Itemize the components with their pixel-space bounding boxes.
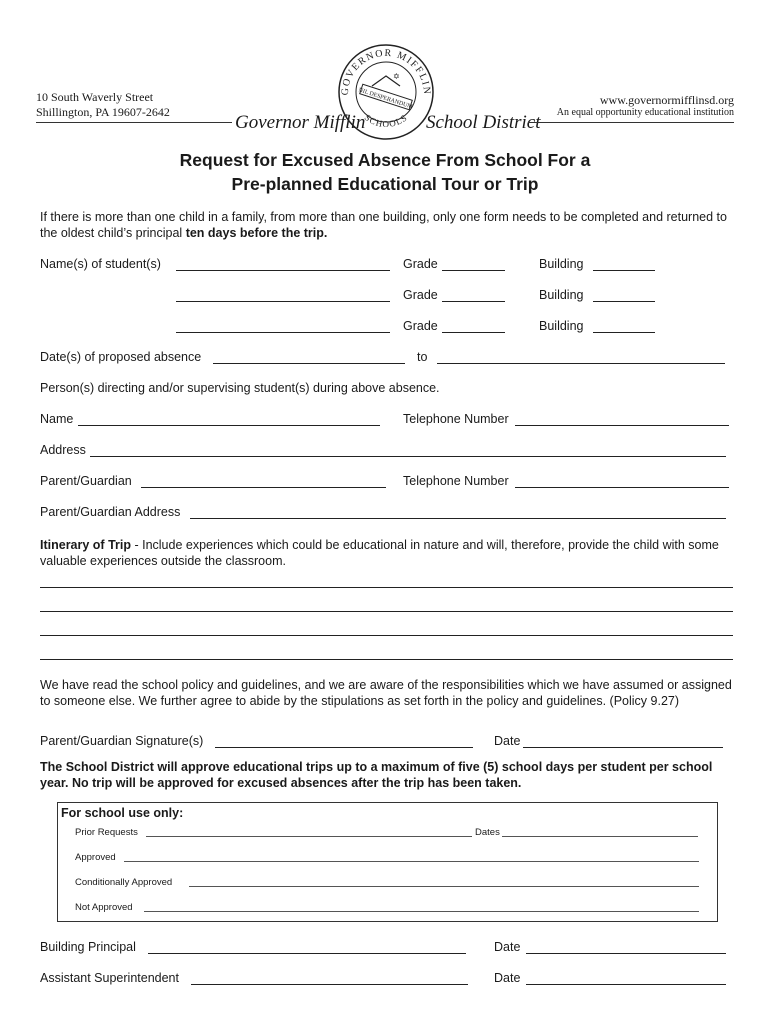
grade-field-1[interactable] <box>442 270 505 271</box>
to-label: to <box>417 350 428 364</box>
signature-label: Parent/Guardian Signature(s) <box>40 734 204 748</box>
title-line-2: Pre-planned Educational Tour or Trip <box>231 174 539 194</box>
grade-label-3: Grade <box>403 319 438 333</box>
school-use-box <box>57 802 718 922</box>
asst-date-label: Date <box>494 971 521 985</box>
policy-note: The School District will approve educational trips up to a maximum of five (5) school days per student per school year. No trip will be approved for excused absences after the trip has been taken. <box>40 760 713 790</box>
itinerary-line-2[interactable] <box>40 611 733 612</box>
not-approved-field[interactable] <box>144 911 699 912</box>
seal-motto: NIL DESPERANDUM <box>357 87 414 111</box>
district-name-right: School District <box>426 112 541 133</box>
asst-date-field[interactable] <box>526 984 726 985</box>
principal-date-field[interactable] <box>526 953 726 954</box>
district-address <box>36 90 170 120</box>
school-use-heading: For school use only: <box>61 806 184 820</box>
asst-superintendent-signature-field[interactable] <box>191 984 468 985</box>
grade-field-2[interactable] <box>442 301 505 302</box>
address-label: Address <box>40 443 86 457</box>
grade-label-2: Grade <box>403 288 438 302</box>
address-line-2: Shillington, PA 19607-2642 <box>36 105 170 119</box>
intro-text: If there is more than one child in a family, from more than one building, only one form needs to be completed and returned to the oldest child’s principal <box>40 210 727 240</box>
intro-paragraph <box>40 209 730 241</box>
signature-date-label: Date <box>494 734 521 748</box>
building-label-3: Building <box>539 319 584 333</box>
dates-label: Date(s) of proposed absence <box>40 350 202 364</box>
itinerary-heading: Itinerary of Trip <box>40 538 131 552</box>
prior-requests-field[interactable] <box>146 836 472 837</box>
agreement-paragraph: We have read the school policy and guidelines, and we are aware of the responsibilities which we have assumed or assigned to someone else. We further agree to abide by the stipulations as set forth in the policy and guidelines. (Policy 9.27) <box>40 678 732 708</box>
seal-top-text: GOVERNOR MIFFLIN <box>339 47 433 96</box>
students-label: Name(s) of student(s) <box>40 257 161 271</box>
conditionally-approved-field[interactable] <box>189 886 699 887</box>
itinerary-line-3[interactable] <box>40 635 733 636</box>
signature-date-field[interactable] <box>523 747 723 748</box>
signature-field[interactable] <box>215 747 473 748</box>
itinerary-line-1[interactable] <box>40 587 733 588</box>
grade-label-1: Grade <box>403 257 438 271</box>
parent-phone-label: Telephone Number <box>403 474 509 488</box>
supervisor-phone-label: Telephone Number <box>403 412 509 426</box>
svg-text:SCHOOLS <box>363 112 410 129</box>
start-date-field[interactable] <box>213 363 405 364</box>
student-name-field-3[interactable] <box>176 332 390 333</box>
principal-signature-field[interactable] <box>148 953 466 954</box>
building-field-2[interactable] <box>593 301 655 302</box>
principal-date-label: Date <box>494 940 521 954</box>
parent-label: Parent/Guardian <box>40 474 132 488</box>
itinerary-instructions <box>40 537 732 569</box>
website: www.governormifflinsd.org <box>599 93 734 107</box>
seal-bottom-text: SCHOOLS <box>362 112 410 129</box>
asst-superintendent-label: Assistant Superintendent <box>40 971 179 985</box>
building-field-3[interactable] <box>593 332 655 333</box>
building-field-1[interactable] <box>593 270 655 271</box>
intro-deadline: ten days before the trip. <box>185 226 328 240</box>
prior-requests-label: Prior Requests <box>75 827 138 838</box>
prior-dates-label: Dates <box>475 827 500 838</box>
letterhead-rule-left <box>36 122 232 123</box>
star-icon: ✡ <box>393 72 400 81</box>
end-date-field[interactable] <box>437 363 725 364</box>
supervisor-phone-field[interactable] <box>515 425 729 426</box>
building-label-1: Building <box>539 257 584 271</box>
building-label-2: Building <box>539 288 584 302</box>
student-name-field-1[interactable] <box>176 270 390 271</box>
parent-phone-field[interactable] <box>515 487 729 488</box>
district-name-left: Governor Mifflin <box>235 112 366 133</box>
student-name-field-2[interactable] <box>176 301 390 302</box>
tagline: An equal opportunity educational institution <box>556 107 734 118</box>
principal-label: Building Principal <box>40 940 136 954</box>
district-seal <box>336 42 436 142</box>
supervisor-name-label: Name <box>40 412 74 426</box>
prior-dates-field[interactable] <box>502 836 698 837</box>
page-title <box>0 148 770 196</box>
parent-address-label: Parent/Guardian Address <box>40 505 181 519</box>
title-line-1: Request for Excused Absence From School For a <box>179 150 591 170</box>
persons-label: Person(s) directing and/or supervising student(s) during above absence. <box>40 381 440 395</box>
address-line-1: 10 South Waverly Street <box>36 90 154 104</box>
not-approved-label: Not Approved <box>75 902 133 913</box>
grade-field-3[interactable] <box>442 332 505 333</box>
itinerary-line-4[interactable] <box>40 659 733 660</box>
address-field[interactable] <box>90 456 726 457</box>
approved-field[interactable] <box>124 861 699 862</box>
conditionally-approved-label: Conditionally Approved <box>75 877 173 888</box>
parent-address-field[interactable] <box>190 518 726 519</box>
svg-text:GOVERNOR MIFFLIN <box>340 48 432 96</box>
supervisor-name-field[interactable] <box>78 425 380 426</box>
approved-label: Approved <box>75 852 116 863</box>
parent-name-field[interactable] <box>141 487 386 488</box>
letterhead-rule-right <box>528 122 734 123</box>
itinerary-text: - Include experiences which could be educational in nature and will, therefore, provide the child with some valuable experiences outside the classroom. <box>40 538 719 568</box>
